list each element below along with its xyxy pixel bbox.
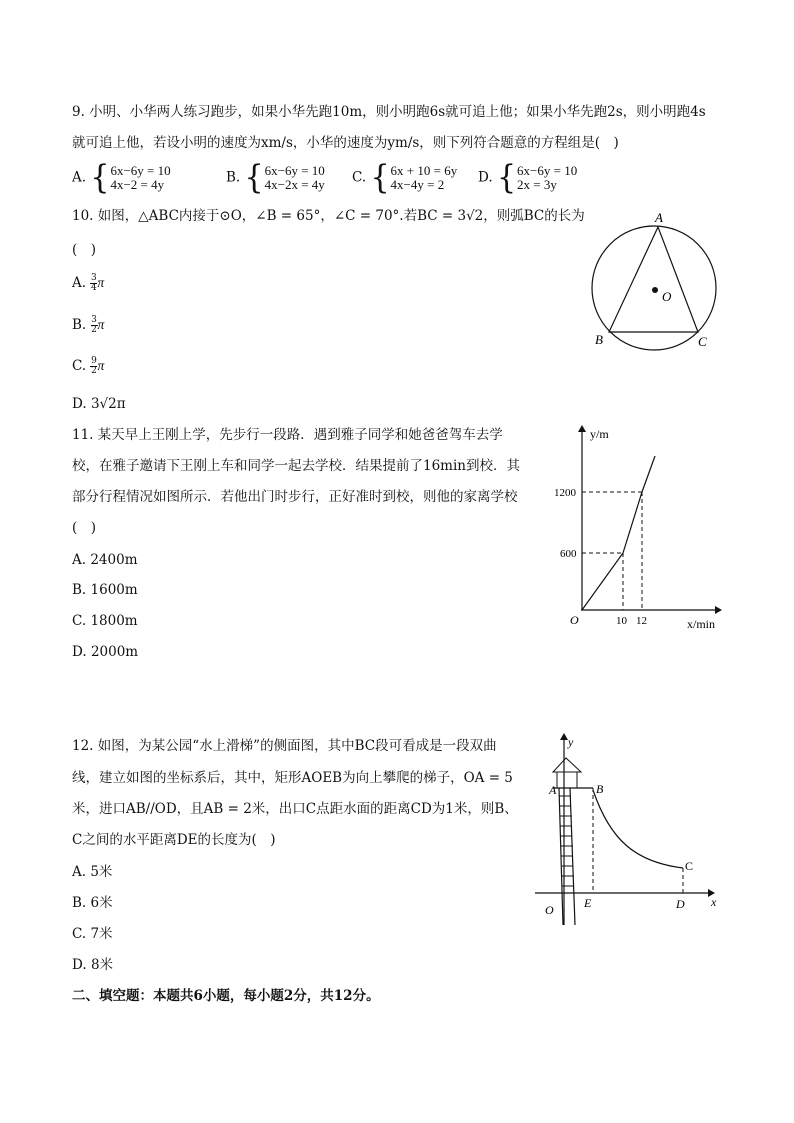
brace-icon: { bbox=[90, 158, 110, 197]
q11-line1: 11. 某天早上王刚上学，先步行一段路．遇到雅子同学和她爸爸驾车去学 bbox=[72, 427, 503, 443]
circle-triangle-figure bbox=[585, 206, 725, 358]
q11-line3: 部分行程情况如图所示．若他出门时步行，正好准时到校，则他的家离学校 bbox=[72, 489, 518, 505]
brace-icon: { bbox=[496, 158, 517, 197]
label-a: A bbox=[549, 783, 557, 797]
label-e: E bbox=[584, 896, 592, 910]
q12-line2: 线，建立如图的坐标系后，其中，矩形AOEB为向上攀爬的梯子，OA = 5 bbox=[72, 770, 513, 786]
x-label: x bbox=[711, 895, 717, 909]
section-2-heading: 二、填空题：本题共6小题，每小题2分，共12分。 bbox=[72, 988, 380, 1004]
label-c: C bbox=[698, 334, 707, 349]
q10-option-c[interactable]: C. $\frac{9}{2}$ π bbox=[72, 356, 105, 376]
tick-12: 12 bbox=[636, 615, 647, 627]
q12-option-c[interactable]: C. 7米 bbox=[72, 926, 113, 942]
q12-line3: 米，进口AB//OD，且AB = 2米，出口C点距水面的距离CD为1米，则B、 bbox=[72, 801, 518, 817]
y-label: y bbox=[568, 735, 574, 749]
q9-option-b[interactable]: B. { 6x−6y = 10 4x−2x = 4y bbox=[226, 158, 325, 197]
q11-option-a[interactable]: A. 2400m bbox=[72, 552, 138, 568]
label-c: C bbox=[685, 859, 694, 873]
q12-option-d[interactable]: D. 8米 bbox=[72, 957, 114, 973]
y-label: y/m bbox=[590, 427, 609, 441]
q9-option-d[interactable]: D. { 6x−6y = 10 2x = 3y bbox=[478, 158, 578, 197]
q9-option-c[interactable]: C. { 6x + 10 = 6y 4x−4y = 2 bbox=[352, 158, 458, 197]
distance-time-graph bbox=[545, 420, 725, 635]
q11-option-c[interactable]: C. 1800m bbox=[72, 613, 138, 629]
tick-1200: 1200 bbox=[554, 487, 576, 499]
q11-line2: 校，在雅子邀请下王刚上车和同学一起去学校．结果提前了16min到校．其 bbox=[72, 458, 520, 474]
q10-option-b[interactable]: B. $\frac{3}{2}$ π bbox=[72, 315, 105, 335]
q11-option-b[interactable]: B. 1600m bbox=[72, 582, 138, 598]
x-arrow-icon bbox=[715, 606, 722, 614]
label-d: D bbox=[676, 897, 685, 911]
q12-line1: 12. 如图，为某公园“水上滑梯”的侧面图，其中BC段可看成是一段双曲 bbox=[72, 738, 497, 754]
brace-icon: { bbox=[244, 158, 264, 197]
path-line bbox=[582, 456, 655, 610]
y-arrow-icon bbox=[578, 425, 586, 432]
q11-option-d[interactable]: D. 2000m bbox=[72, 644, 139, 660]
label-o: O bbox=[545, 903, 554, 917]
q9-line2: 就可追上他，若设小明的速度为xm/s，小华的速度为ym/s，则下列符合题意的方程组是( ) bbox=[72, 135, 619, 151]
q9-line1: 9. 小明、小华两人练习跑步，如果小华先跑10m，则小明跑6s就可追上他；如果小华先跑2s，则小明跑4s bbox=[72, 104, 706, 120]
water-slide-figure bbox=[525, 730, 725, 930]
y-arrow-icon bbox=[560, 733, 568, 740]
triangle-abc bbox=[609, 227, 698, 332]
q10-line1: 10. 如图，△ABC内接于⊙O，∠B = 65°，∠C = 70°.若BC = 3√2，则弧BC的长为 bbox=[72, 208, 585, 224]
label-b: B bbox=[596, 782, 604, 796]
tick-600: 600 bbox=[560, 548, 577, 560]
x-label: x/min bbox=[687, 617, 716, 631]
q12-line4: C之间的水平距离DE的长度为( ) bbox=[72, 832, 276, 848]
label-o: O bbox=[662, 289, 672, 304]
q12-option-b[interactable]: B. 6米 bbox=[72, 895, 113, 911]
label-b: B bbox=[595, 332, 603, 347]
q10-option-d[interactable]: D. 3√2π bbox=[72, 396, 126, 412]
tick-10: 10 bbox=[616, 615, 627, 627]
q11-line4: ( ) bbox=[72, 520, 97, 536]
q10-option-a[interactable]: A. $\frac{3}{4}$ π bbox=[72, 273, 105, 293]
hyperbola-bc bbox=[593, 790, 683, 868]
tower-roof bbox=[553, 758, 581, 772]
label-a: A bbox=[655, 210, 663, 225]
q12-option-a[interactable]: A. 5米 bbox=[72, 864, 113, 880]
brace-icon: { bbox=[370, 158, 390, 197]
q10-line2: ( ) bbox=[72, 242, 97, 258]
origin-label: O bbox=[570, 613, 579, 627]
q9-option-a[interactable]: A. { 6x−6y = 10 4x−2 = 4y bbox=[72, 158, 171, 197]
center-point bbox=[652, 287, 658, 293]
